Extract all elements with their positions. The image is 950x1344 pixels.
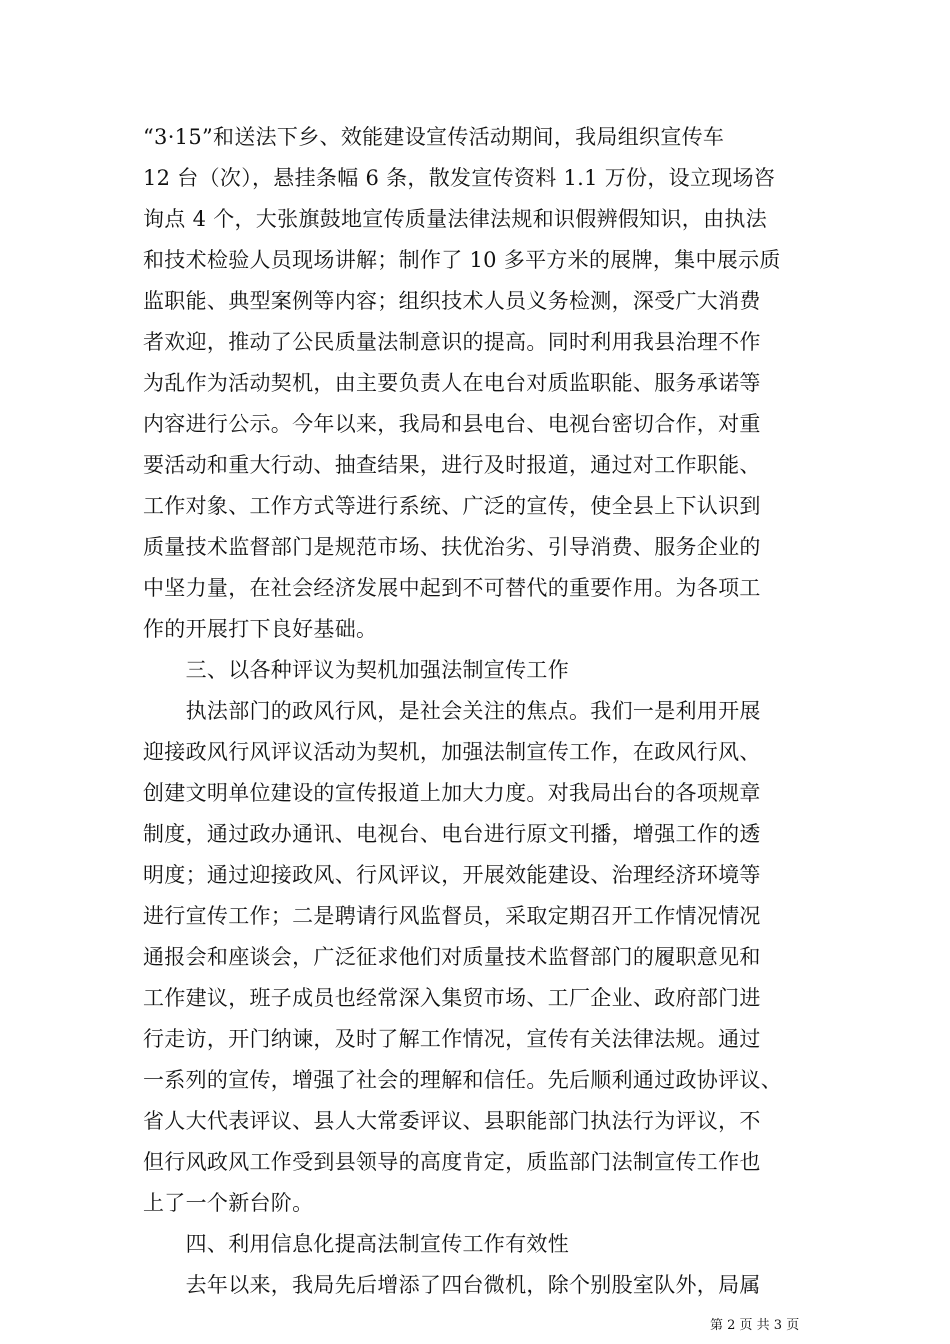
text-line: 进行宣传工作；二是聘请行风监督员，采取定期召开工作情况情况 <box>143 904 761 928</box>
text-line: 作的开展打下良好基础。 <box>143 617 378 641</box>
text-line: 者欢迎，推动了公民质量法制意识的提高。同时利用我县治理不作 <box>143 330 761 354</box>
text-line: 工作建议，班子成员也经常深入集贸市场、工厂企业、政府部门进 <box>143 986 761 1010</box>
section-heading: 三、以各种评议为契机加强法制宣传工作 <box>143 658 569 682</box>
text-line: 创建文明单位建设的宣传报道上加大力度。对我局出台的各项规章 <box>143 781 761 805</box>
text-line: 询点 4 个，大张旗鼓地宣传质量法律法规和识假辨假知识，由执法 <box>143 207 768 231</box>
text-line: 内容进行公示。今年以来，我局和县电台、电视台密切合作，对重 <box>143 412 761 436</box>
text-line: 行走访，开门纳谏，及时了解工作情况，宣传有关法律法规。通过 <box>143 1027 761 1051</box>
section-heading: 四、利用信息化提高法制宣传工作有效性 <box>143 1232 569 1256</box>
text-line: 制度，通过政办通讯、电视台、电台进行原文刊播，增强工作的透 <box>143 822 761 846</box>
text-line: 质量技术监督部门是规范市场、扶优治劣、引导消费、服务企业的 <box>143 535 761 559</box>
text-line: 去年以来，我局先后增添了四台微机，除个别股室队外，局属 <box>143 1273 761 1297</box>
text-line: 中坚力量，在社会经济发展中起到不可替代的重要作用。为各项工 <box>143 576 761 600</box>
text-line: 通报会和座谈会，广泛征求他们对质量技术监督部门的履职意见和 <box>143 945 761 969</box>
text-line: 和技术检验人员现场讲解；制作了 10 多平方米的展牌，集中展示质 <box>143 248 781 272</box>
text-line: “3·15”和送法下乡、效能建设宣传活动期间，我局组织宣传车 <box>143 125 725 149</box>
page-number-footer: 第 2 页 共 3 页 <box>710 1318 800 1333</box>
text-line: 执法部门的政风行风，是社会关注的焦点。我们一是利用开展 <box>143 699 761 723</box>
text-line: 但行风政风工作受到县领导的高度肯定，质监部门法制宣传工作也 <box>143 1150 761 1174</box>
text-line: 工作对象、工作方式等进行系统、广泛的宣传，使全县上下认识到 <box>143 494 761 518</box>
text-line: 明度；通过迎接政风、行风评议，开展效能建设、治理经济环境等 <box>143 863 761 887</box>
text-line: 一系列的宣传，增强了社会的理解和信任。先后顺利通过政协评议、 <box>143 1068 782 1092</box>
text-line: 要活动和重大行动、抽查结果，进行及时报道，通过对工作职能、 <box>143 453 761 477</box>
text-line: 12 台（次），悬挂条幅 6 条，散发宣传资料 1.1 万份，设立现场咨 <box>143 166 776 190</box>
text-line: 监职能、典型案例等内容；组织技术人员义务检测，深受广大消费 <box>143 289 761 313</box>
text-line: 省人大代表评议、县人大常委评议、县职能部门执法行为评议，不 <box>143 1109 761 1133</box>
text-line: 上了一个新台阶。 <box>143 1191 314 1215</box>
text-line: 迎接政风行风评议活动为契机，加强法制宣传工作，在政风行风、 <box>143 740 761 764</box>
text-line: 为乱作为活动契机，由主要负责人在电台对质监职能、服务承诺等 <box>143 371 761 395</box>
